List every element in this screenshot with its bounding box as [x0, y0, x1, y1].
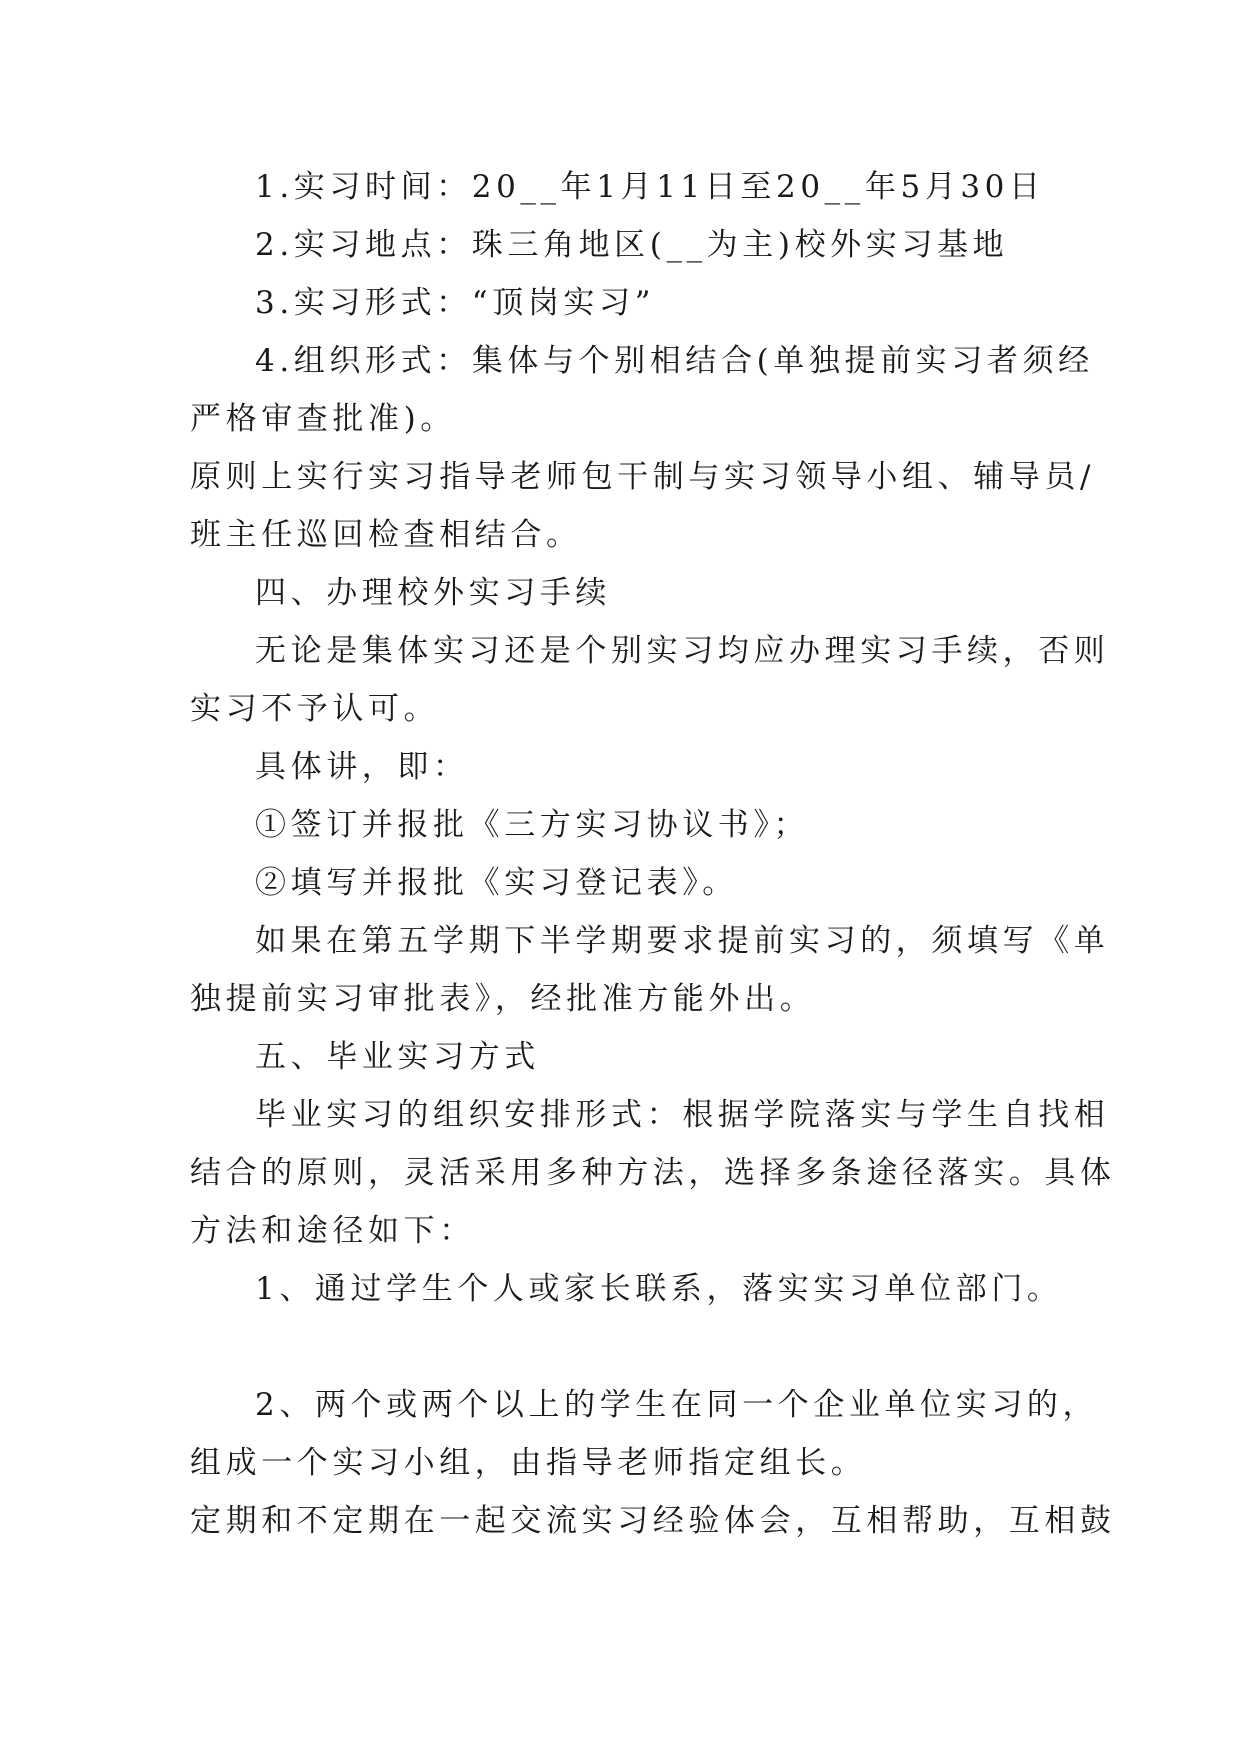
list-item-registration: ②填写并报批《实习登记表》。: [255, 865, 738, 901]
text-line-early-internship: 如果在第五学期下半学期要求提前实习的，须填写《单: [255, 923, 1110, 959]
list-item-agreement: ①签订并报批《三方实习协议书》；: [255, 807, 810, 843]
text-line-procedures-intro: 无论是集体实习还是个别实习均应办理实习手续，否则: [255, 633, 1110, 669]
text-line-procedures-intro-cont: 实习不予认可。: [190, 691, 440, 727]
section-heading-procedures: 四、办理校外实习手续: [255, 575, 611, 611]
text-line-principle-cont: 班主任巡回检查相结合。: [190, 517, 582, 553]
text-line-internship-location: 2.实习地点：珠三角地区(__为主)校外实习基地: [255, 227, 1009, 263]
text-line-methods-intro: 毕业实习的组织安排形式：根据学院落实与学生自找相: [255, 1097, 1110, 1133]
text-line-specifically: 具体讲，即：: [255, 749, 469, 785]
text-line-early-internship-cont: 独提前实习审批表》，经批准方能外出。: [190, 981, 816, 1017]
text-line-methods-intro-cont1: 结合的原则，灵活采用多种方法，选择多条途径落实。具体: [190, 1155, 1116, 1191]
list-item-method-2-cont: 组成一个实习小组，由指导老师指定组长。: [190, 1445, 867, 1481]
list-item-method-1: 1、通过学生个人或家长联系，落实实习单位部门。: [255, 1271, 1063, 1307]
text-line-internship-time: 1.实习时间：20__年1月11日至20__年5月30日: [255, 169, 1045, 205]
text-line-organization-form-cont: 严格审查批准)。: [190, 401, 456, 437]
text-line-internship-form: 3.实习形式：“顶岗实习”: [255, 285, 656, 321]
section-heading-internship-methods: 五、毕业实习方式: [255, 1039, 540, 1075]
list-item-method-2: 2、两个或两个以上的学生在同一个企业单位实习的，: [255, 1387, 1099, 1423]
text-line-methods-intro-cont2: 方法和途径如下：: [190, 1213, 475, 1249]
text-line-regular-exchange: 定期和不定期在一起交流实习经验体会，互相帮助，互相鼓: [190, 1503, 1116, 1539]
text-line-principle: 原则上实行实习指导老师包干制与实习领导小组、辅导员/: [190, 459, 1096, 495]
text-line-organization-form: 4.组织形式：集体与个别相结合(单独提前实习者须经: [255, 343, 1094, 379]
